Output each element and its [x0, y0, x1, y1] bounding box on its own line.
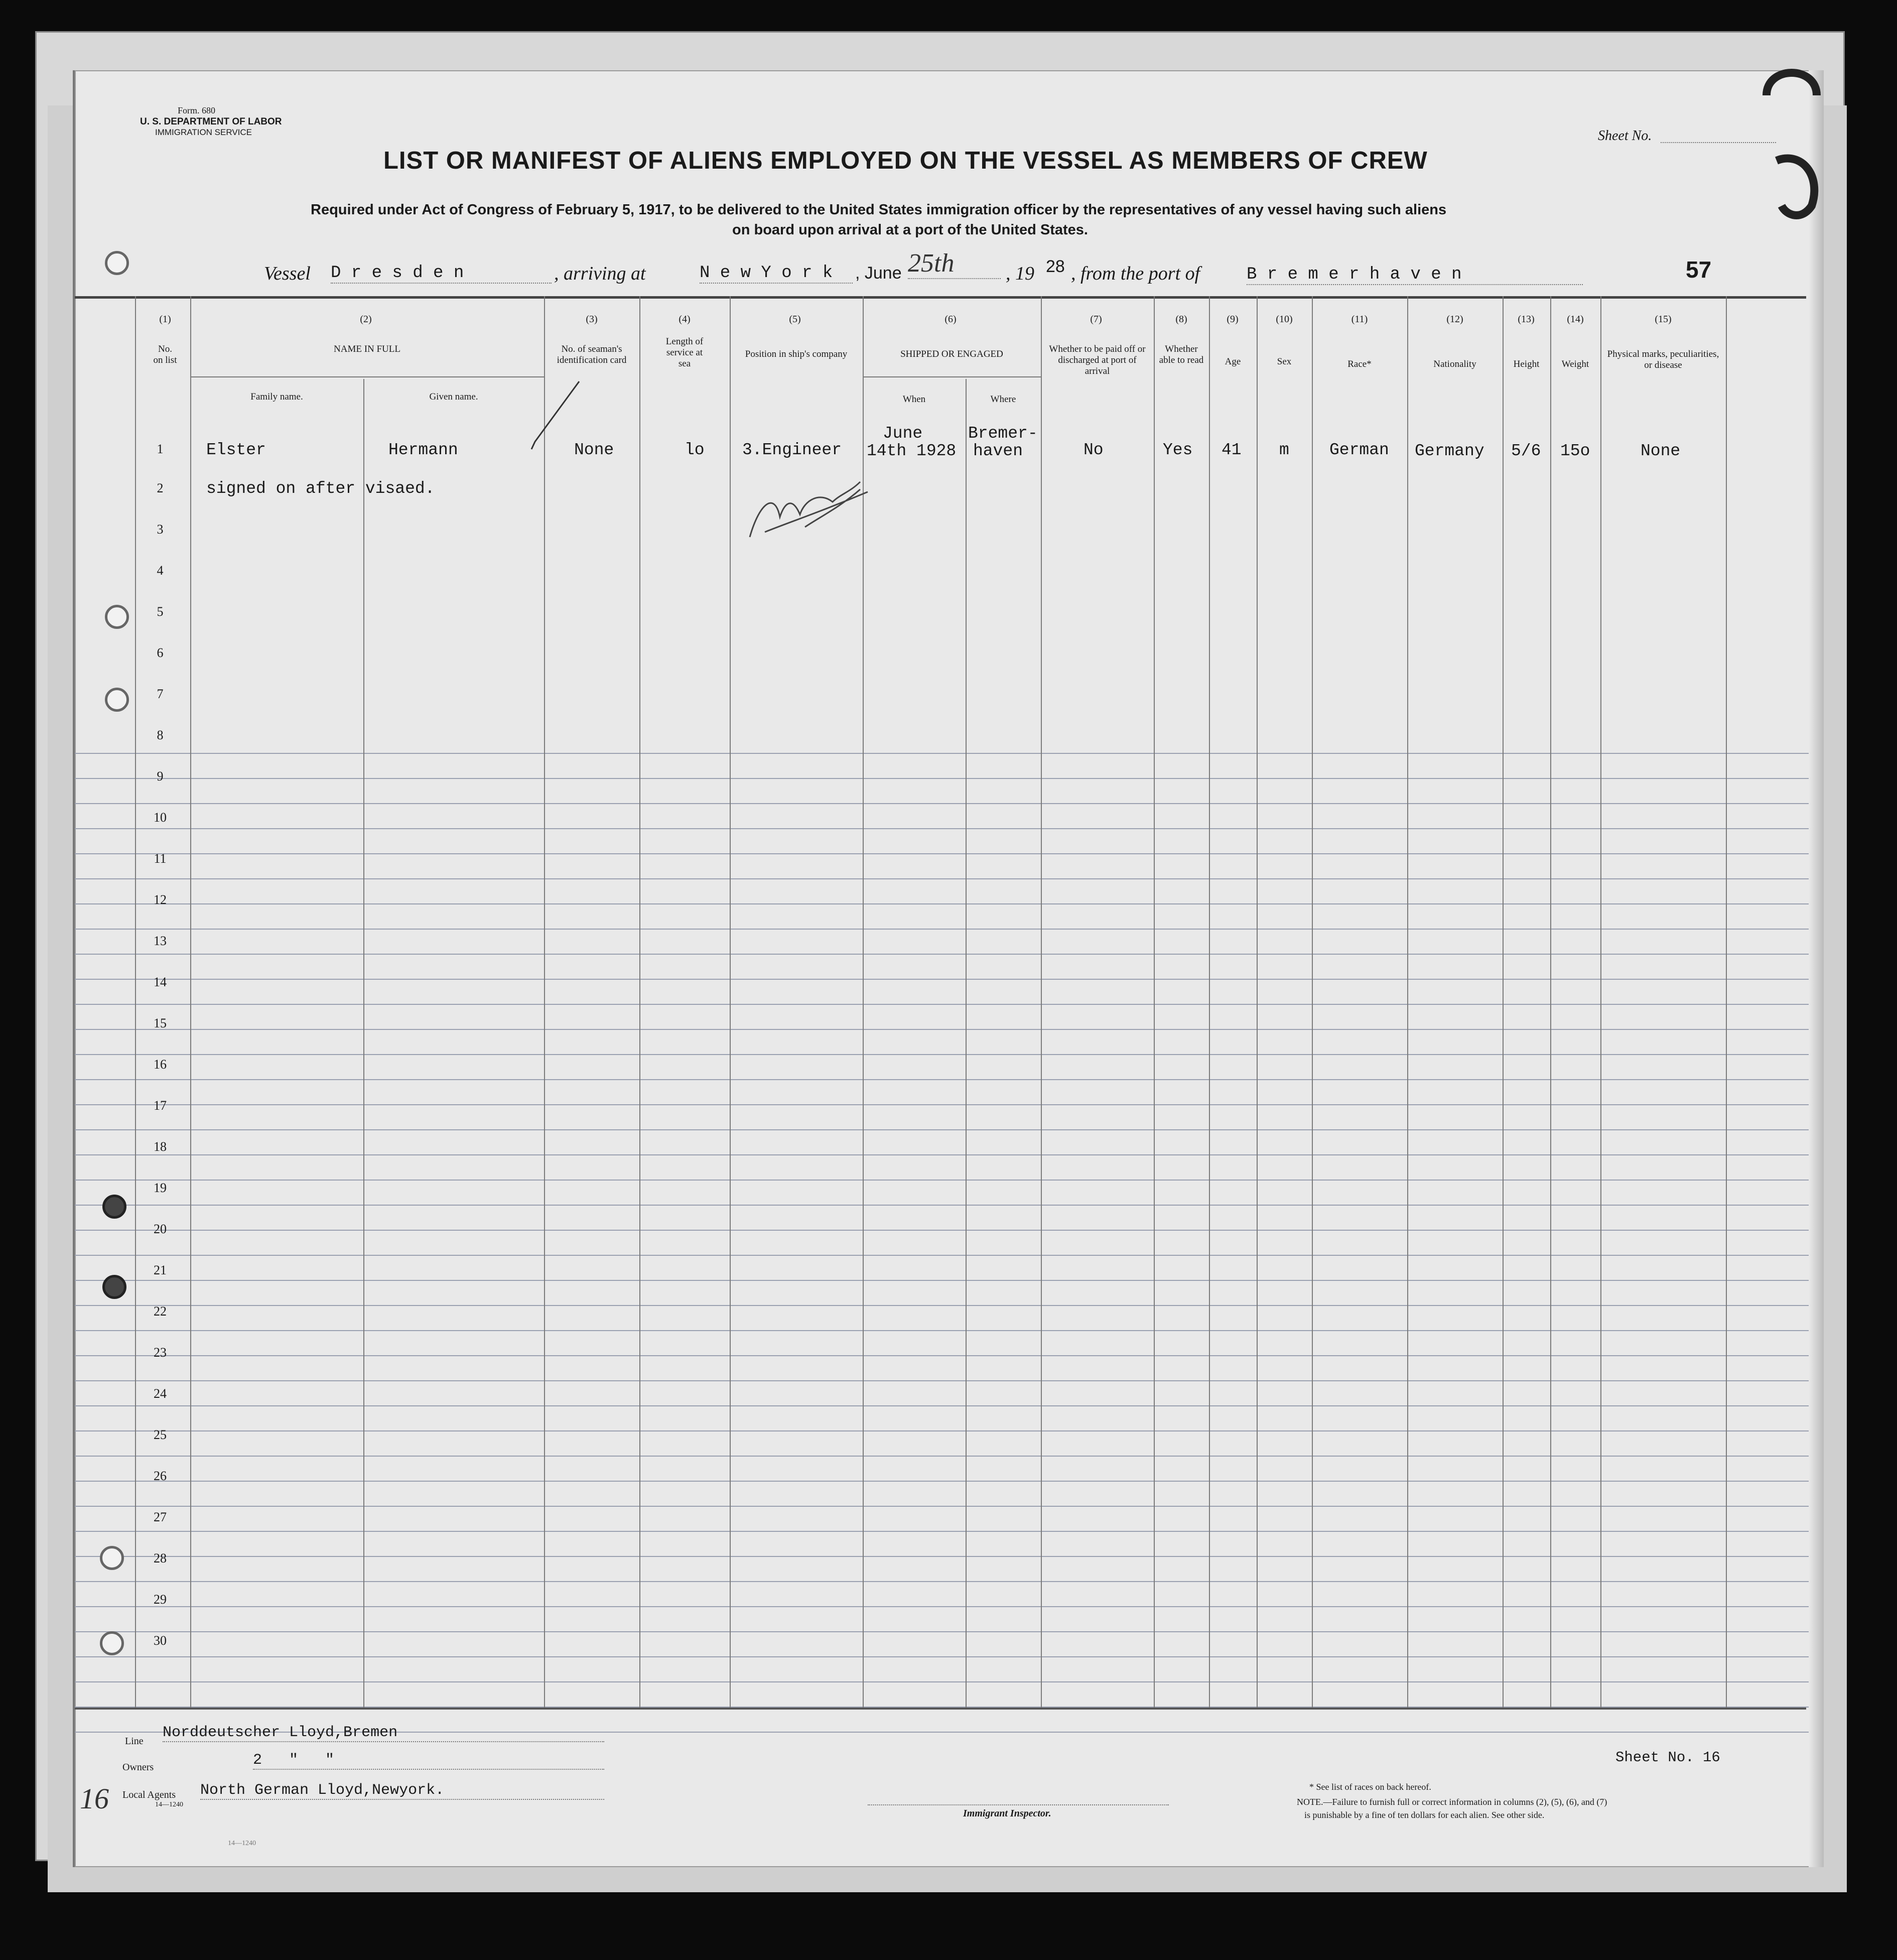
handwritten-sheet-number: 16	[80, 1782, 109, 1815]
table-top-border	[75, 296, 1806, 299]
binder-hole	[105, 251, 129, 275]
year-label: , 19	[1006, 263, 1034, 284]
owners-value: 2 " "	[253, 1752, 604, 1770]
binder-hole	[105, 605, 129, 629]
sex: m	[1279, 441, 1289, 459]
column-divider	[730, 296, 731, 1708]
column-divider	[639, 296, 640, 1708]
row-number: 12	[154, 892, 167, 907]
row-number: 13	[154, 934, 167, 948]
row-number: 6	[157, 645, 164, 660]
inspector-signature	[745, 472, 875, 547]
sheet-no-label: Sheet No.	[1598, 128, 1652, 144]
local-agents-label: Local Agents	[122, 1789, 176, 1800]
binder-hole	[102, 1275, 126, 1299]
column-header-service: Length of service at sea	[665, 336, 704, 369]
row-number: 24	[154, 1386, 167, 1401]
column-number: (2)	[360, 314, 372, 325]
row-number: 11	[154, 851, 167, 866]
stamp-partial	[1756, 55, 1832, 221]
penalty-note-line2: is punishable by a fine of ten dollars for each alien. See other side.	[1304, 1810, 1545, 1820]
subheader-rule	[190, 376, 544, 377]
subheader-given-name: Given name.	[429, 391, 478, 402]
binder-hole	[102, 1195, 126, 1219]
manifest-sheet	[73, 70, 1824, 1867]
column-number: (6)	[944, 314, 957, 325]
column-number: (8)	[1175, 314, 1187, 325]
sheet-number: Sheet No. 16	[1615, 1749, 1720, 1766]
column-number: (9)	[1227, 314, 1239, 325]
physical-marks: None	[1641, 442, 1681, 460]
column-divider	[135, 296, 136, 1708]
column-divider	[966, 379, 967, 1708]
arrival-day: 25th	[908, 248, 1001, 279]
column-number: (1)	[159, 314, 171, 325]
column-number: (12)	[1446, 314, 1463, 325]
column-divider	[1209, 296, 1210, 1708]
owners-label: Owners	[122, 1762, 154, 1773]
age: 41	[1222, 441, 1242, 459]
shipped-when-2: 14th 1928	[867, 442, 957, 460]
departure-port: B r e m e r h a v e n	[1247, 265, 1583, 285]
nationality: Germany	[1415, 442, 1484, 460]
column-number: (3)	[586, 314, 598, 325]
from-port-label: , from the port of	[1071, 263, 1200, 284]
family-name: Elster	[206, 441, 266, 459]
position: 3.Engineer	[742, 441, 842, 459]
row-number: 15	[154, 1016, 167, 1030]
column-divider	[1257, 296, 1258, 1708]
inspector-signature-line	[868, 1804, 1169, 1805]
row-number: 1	[157, 442, 164, 456]
column-divider	[1041, 296, 1042, 1708]
column-header-weight: Weight	[1561, 359, 1589, 369]
row-number: 8	[157, 728, 164, 742]
row-note: signed on after visaed.	[206, 479, 435, 498]
row-number: 16	[154, 1057, 167, 1072]
vessel-label: Vessel	[264, 263, 311, 284]
race: German	[1329, 441, 1389, 459]
row-number: 22	[154, 1304, 167, 1319]
column-header-paid-off: Whether to be paid off or discharged at port of arrival	[1049, 344, 1146, 376]
column-divider	[1550, 296, 1551, 1708]
given-name: Hermann	[388, 441, 458, 459]
column-header-read: Whether able to read	[1159, 344, 1204, 365]
column-header-race: Race*	[1347, 359, 1372, 369]
column-number: (7)	[1090, 314, 1102, 325]
column-header-age: Age	[1225, 356, 1241, 367]
column-header-nationality: Nationality	[1433, 359, 1476, 369]
subheader-rule	[863, 376, 1041, 377]
arrival-month: , June	[855, 264, 902, 283]
subheader-where: Where	[990, 394, 1016, 405]
form-title: LIST OR MANIFEST OF ALIENS EMPLOYED ON THE VESSEL AS MEMBERS OF CREW	[383, 147, 1428, 174]
column-header-id-card: No. of seaman's identification card	[557, 344, 627, 365]
column-divider	[1503, 296, 1504, 1708]
service-length: lo	[685, 441, 705, 459]
local-agents-value: North German Lloyd,Newyork.	[200, 1782, 604, 1800]
row-number: 17	[154, 1098, 167, 1113]
column-divider	[1154, 296, 1155, 1708]
row-number: 25	[154, 1427, 167, 1442]
row-number: 26	[154, 1469, 167, 1483]
row-number: 30	[154, 1633, 167, 1648]
arriving-label: , arriving at	[554, 263, 646, 284]
line-value: Norddeutscher Lloyd,Bremen	[163, 1724, 604, 1742]
bottom-form-code: 14—1240	[228, 1840, 256, 1847]
column-header-no-on-list: No. on list	[153, 344, 177, 365]
column-number: (14)	[1567, 314, 1584, 325]
column-number: (15)	[1655, 314, 1672, 325]
arrival-year: 28	[1046, 257, 1065, 276]
row-number: 28	[154, 1551, 167, 1565]
form-subtitle-line1: Required under Act of Congress of February 5, 1917, to be delivered to the United States immigration officer by the representatives of any vessel having such aliens	[311, 202, 1447, 218]
row-number: 18	[154, 1139, 167, 1154]
page-edge-shadow	[1809, 70, 1824, 1867]
form-subtitle-line2: on board upon arrival at a port of the United States.	[732, 222, 1088, 238]
vessel-name: D r e s d e n	[331, 264, 552, 284]
column-divider	[190, 296, 191, 1708]
column-number: (11)	[1351, 314, 1368, 325]
row-number: 27	[154, 1510, 167, 1524]
column-divider	[363, 379, 364, 1708]
page-number: 57	[1686, 256, 1712, 283]
binder-hole	[100, 1631, 124, 1655]
row-number: 14	[154, 975, 167, 989]
able-to-read: Yes	[1163, 441, 1193, 459]
column-number: (5)	[789, 314, 801, 325]
row-number: 5	[157, 604, 164, 619]
subheader-when: When	[902, 394, 926, 405]
row-number: 21	[154, 1263, 167, 1277]
row-number: 29	[154, 1592, 167, 1607]
subheader-family-name: Family name.	[250, 391, 303, 402]
paid-off: No	[1083, 441, 1104, 459]
column-number: (4)	[679, 314, 691, 325]
column-divider	[1600, 296, 1601, 1708]
line-label: Line	[125, 1736, 144, 1747]
shipped-when-1: June	[883, 424, 923, 443]
height: 5/6	[1511, 442, 1541, 460]
column-header-shipped: SHIPPED OR ENGAGED	[900, 349, 1003, 359]
column-header-name: NAME IN FULL	[334, 344, 400, 354]
column-number: (13)	[1518, 314, 1535, 325]
column-divider	[1726, 296, 1727, 1708]
race-footnote: * See list of races on back hereof.	[1309, 1782, 1431, 1792]
column-divider	[544, 296, 545, 1708]
column-number: (10)	[1276, 314, 1293, 325]
shipped-where-2: haven	[973, 442, 1023, 460]
binder-hole	[105, 688, 129, 712]
binder-hole	[100, 1546, 124, 1570]
weight: 15o	[1560, 442, 1590, 460]
shipped-where-1: Bremer-	[968, 424, 1038, 443]
row-number: 10	[154, 810, 167, 825]
column-header-sex: Sex	[1277, 356, 1292, 367]
service-label: IMMIGRATION SERVICE	[155, 127, 252, 137]
row-number: 2	[157, 481, 164, 495]
inspector-label: Immigrant Inspector.	[963, 1808, 1051, 1819]
check-mark	[529, 379, 584, 454]
row-number: 4	[157, 563, 164, 578]
table-bottom-border	[75, 1708, 1806, 1710]
row-number: 23	[154, 1345, 167, 1360]
id-card: None	[574, 441, 614, 459]
column-divider	[1407, 296, 1408, 1708]
column-header-height: Height	[1513, 359, 1540, 369]
row-number: 19	[154, 1181, 167, 1195]
row-number: 3	[157, 522, 164, 537]
row-number: 20	[154, 1222, 167, 1236]
column-divider	[1312, 296, 1313, 1708]
form-number: Form. 680	[178, 105, 216, 115]
penalty-note-line1: NOTE.—Failure to furnish full or correct information in columns (2), (5), (6), and (7)	[1297, 1797, 1607, 1807]
row-number: 7	[157, 687, 164, 701]
row-number: 9	[157, 769, 164, 783]
column-header-position: Position in ship's company	[745, 349, 848, 359]
department-label: U. S. DEPARTMENT OF LABOR	[140, 116, 282, 127]
arrival-port: N e w Y o r k	[700, 264, 853, 284]
local-agents-code: 14—1240	[155, 1801, 183, 1808]
column-header-physical-marks: Physical marks, peculiarities, or disease	[1607, 349, 1719, 370]
